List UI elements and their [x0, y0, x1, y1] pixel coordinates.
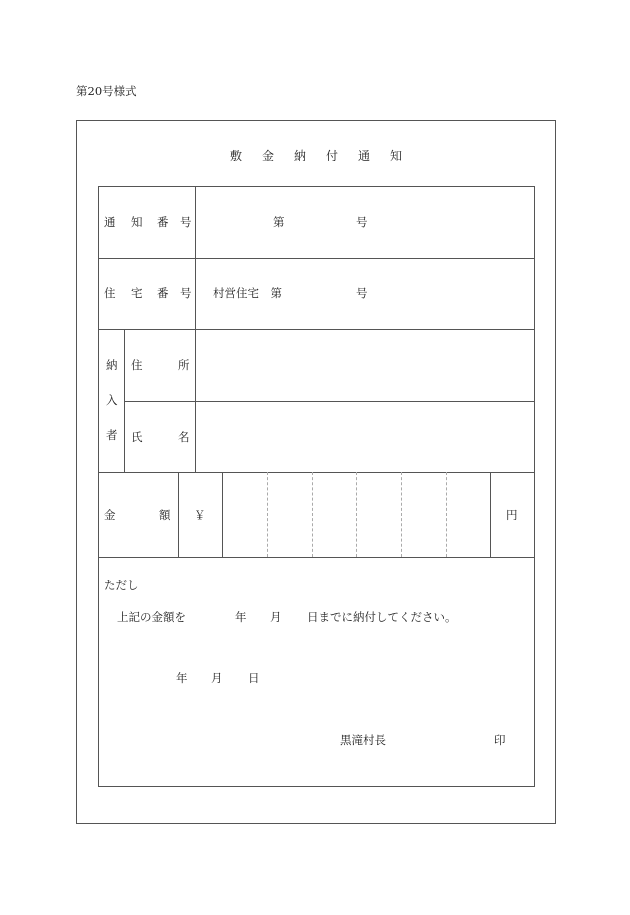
- form-number: 第20号様式: [76, 84, 137, 98]
- column-divider: [222, 472, 223, 557]
- notice-number-prefix: 第: [273, 215, 285, 229]
- form-table: [98, 186, 535, 787]
- column-divider: [490, 472, 491, 557]
- digit-separator: [446, 472, 447, 557]
- housing-number-label-3: 番: [157, 286, 169, 300]
- housing-number-suffix: 号: [356, 286, 368, 300]
- notice-number-label-2: 知: [131, 215, 143, 229]
- row-divider: [98, 329, 535, 330]
- document-title: 敷金納付通知: [229, 149, 422, 163]
- notice-number-label-1: 通: [104, 215, 116, 229]
- seal-mark: 印: [494, 733, 506, 747]
- payer-label-1: 納: [106, 358, 118, 372]
- payer-name-label-1: 氏: [131, 430, 143, 444]
- payer-address-label-1: 住: [131, 358, 143, 372]
- column-divider: [178, 472, 179, 557]
- amount-label-1: 金: [104, 508, 116, 522]
- issuer-name: 黒滝村長: [340, 733, 386, 747]
- digit-separator: [267, 472, 268, 557]
- notes-heading: ただし: [104, 578, 139, 592]
- date-year: 年: [176, 671, 188, 685]
- housing-number-label-4: 号: [180, 286, 192, 300]
- housing-number-label-2: 宅: [131, 286, 143, 300]
- deadline-year: 年: [235, 610, 247, 624]
- payer-name-label-2: 名: [178, 430, 190, 444]
- notice-number-label-4: 号: [180, 215, 192, 229]
- amount-label-2: 額: [159, 508, 171, 522]
- deadline-prefix: 上記の金額を: [117, 610, 186, 624]
- housing-number-label-1: 住: [104, 286, 116, 300]
- column-divider: [195, 186, 196, 472]
- notice-number-suffix: 号: [356, 215, 368, 229]
- deadline-suffix: 日までに納付してください。: [307, 610, 457, 624]
- date-month: 月: [211, 671, 223, 685]
- row-divider: [98, 258, 535, 259]
- column-divider: [124, 329, 125, 472]
- payer-label-2: 入: [106, 393, 118, 407]
- payer-label-3: 者: [106, 428, 118, 442]
- digit-separator: [356, 472, 357, 557]
- row-divider: [98, 472, 535, 473]
- payer-address-label-2: 所: [178, 358, 190, 372]
- deadline-month: 月: [270, 610, 282, 624]
- row-divider: [124, 401, 535, 402]
- date-day: 日: [248, 671, 260, 685]
- currency-symbol: ￥: [194, 508, 206, 522]
- digit-separator: [401, 472, 402, 557]
- amount-unit: 円: [506, 508, 518, 522]
- housing-number-prefix: 村営住宅 第: [213, 286, 282, 300]
- notice-number-label-3: 番: [157, 215, 169, 229]
- digit-separator: [312, 472, 313, 557]
- row-divider: [98, 557, 535, 558]
